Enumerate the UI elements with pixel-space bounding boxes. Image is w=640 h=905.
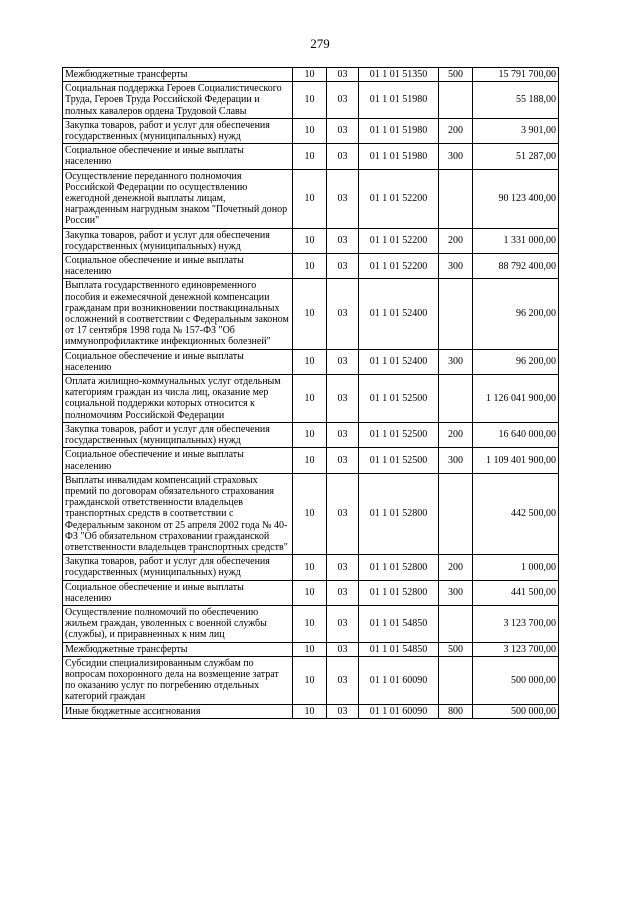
- table-row: [63, 82, 559, 119]
- table-body: [63, 68, 559, 719]
- row-name: Социальное обеспечение и иные выплаты населению: [63, 349, 293, 374]
- row-subsection: 03: [327, 656, 359, 704]
- row-target-code: 01 1 01 52500: [359, 448, 439, 473]
- row-name: Осуществление полномочий по обеспечению жильем граждан, уволенных с военной службы (службы), и приравненных к ним лиц: [63, 605, 293, 642]
- table-row: [63, 228, 559, 253]
- table-row: [63, 605, 559, 642]
- row-name: Закупка товаров, работ и услуг для обеспечения государственных (муниципальных) нужд: [63, 555, 293, 580]
- table-row: [63, 169, 559, 228]
- row-target-code: 01 1 01 52400: [359, 349, 439, 374]
- row-name: Выплата государственного единовременного пособия и ежемесячной денежной компенсации гражданам при возникновении поствакцинальных осложнений в соответствии с Федеральным законом от 17 сентября 1998 года № 157-ФЗ "Об иммунопрофилактике инфекционных болезней": [63, 279, 293, 349]
- row-section: 10: [293, 473, 327, 554]
- row-section: 10: [293, 349, 327, 374]
- row-section: 10: [293, 144, 327, 169]
- row-subsection: 03: [327, 580, 359, 605]
- table-row: [63, 448, 559, 473]
- row-target-code: 01 1 01 52400: [359, 279, 439, 349]
- row-section: 10: [293, 375, 327, 423]
- row-section: 10: [293, 704, 327, 718]
- row-expense-type: [439, 375, 473, 423]
- row-expense-type: 200: [439, 118, 473, 143]
- row-amount: 96 200,00: [473, 279, 559, 349]
- row-expense-type: [439, 605, 473, 642]
- row-name: Социальное обеспечение и иные выплаты населению: [63, 254, 293, 279]
- row-name: Социальное обеспечение и иные выплаты населению: [63, 448, 293, 473]
- row-target-code: 01 1 01 51980: [359, 118, 439, 143]
- row-amount: 15 791 700,00: [473, 68, 559, 82]
- row-name: Закупка товаров, работ и услуг для обеспечения государственных (муниципальных) нужд: [63, 422, 293, 447]
- row-name: Субсидии специализированным службам по вопросам похоронного дела на возмещение затрат по оказанию услуг по погребению отдельных категорий граждан: [63, 656, 293, 704]
- row-target-code: 01 1 01 52500: [359, 422, 439, 447]
- row-subsection: 03: [327, 228, 359, 253]
- row-target-code: 01 1 01 52800: [359, 580, 439, 605]
- row-section: 10: [293, 254, 327, 279]
- row-name: Социальное обеспечение и иные выплаты населению: [63, 144, 293, 169]
- row-name: Закупка товаров, работ и услуг для обеспечения государственных (муниципальных) нужд: [63, 228, 293, 253]
- row-subsection: 03: [327, 704, 359, 718]
- row-subsection: 03: [327, 254, 359, 279]
- row-subsection: 03: [327, 448, 359, 473]
- row-amount: 442 500,00: [473, 473, 559, 554]
- row-subsection: 03: [327, 118, 359, 143]
- row-target-code: 01 1 01 52500: [359, 375, 439, 423]
- row-subsection: 03: [327, 422, 359, 447]
- row-amount: 3 901,00: [473, 118, 559, 143]
- row-name: Социальное обеспечение и иные выплаты населению: [63, 580, 293, 605]
- page-number: 279: [310, 36, 330, 51]
- row-expense-type: 300: [439, 144, 473, 169]
- row-section: 10: [293, 82, 327, 119]
- row-name: Закупка товаров, работ и услуг для обеспечения государственных (муниципальных) нужд: [63, 118, 293, 143]
- table-row: [63, 473, 559, 554]
- row-subsection: 03: [327, 279, 359, 349]
- row-amount: 1 000,00: [473, 555, 559, 580]
- row-subsection: 03: [327, 555, 359, 580]
- table-row: [63, 144, 559, 169]
- row-subsection: 03: [327, 375, 359, 423]
- row-amount: 500 000,00: [473, 704, 559, 718]
- table-row: [63, 704, 559, 718]
- row-section: 10: [293, 68, 327, 82]
- row-target-code: 01 1 01 52800: [359, 555, 439, 580]
- row-name: Оплата жилищно-коммунальных услуг отдельным категориям граждан из числа лиц, оказание мер социальной поддержки которых относится к полномочиям Российской Федерации: [63, 375, 293, 423]
- row-name: Иные бюджетные ассигнования: [63, 704, 293, 718]
- row-expense-type: [439, 473, 473, 554]
- row-amount: 96 200,00: [473, 349, 559, 374]
- table-row: [63, 422, 559, 447]
- row-target-code: 01 1 01 60090: [359, 656, 439, 704]
- row-expense-type: [439, 169, 473, 228]
- row-section: 10: [293, 605, 327, 642]
- row-target-code: 01 1 01 54850: [359, 642, 439, 656]
- row-amount: 88 792 400,00: [473, 254, 559, 279]
- row-amount: 51 287,00: [473, 144, 559, 169]
- table-row: [63, 555, 559, 580]
- row-expense-type: 300: [439, 448, 473, 473]
- row-subsection: 03: [327, 642, 359, 656]
- row-target-code: 01 1 01 60090: [359, 704, 439, 718]
- row-name: Социальная поддержка Героев Социалистического Труда, Героев Труда Российской Федерации и полных кавалеров ордена Трудовой Славы: [63, 82, 293, 119]
- row-amount: 441 500,00: [473, 580, 559, 605]
- row-target-code: 01 1 01 52200: [359, 169, 439, 228]
- row-amount: 1 109 401 900,00: [473, 448, 559, 473]
- row-name: Выплаты инвалидам компенсаций страховых премий по договорам обязательного страхования гражданской ответственности владельцев транспортных средств в соответствии с Федеральным законом от 25 апреля 2002 года № 40-ФЗ "Об обязательном страховании гражданской ответственности владельцев транспортных средств": [63, 473, 293, 554]
- row-section: 10: [293, 279, 327, 349]
- row-section: 10: [293, 656, 327, 704]
- row-section: 10: [293, 169, 327, 228]
- row-section: 10: [293, 642, 327, 656]
- row-target-code: 01 1 01 51980: [359, 82, 439, 119]
- row-expense-type: 200: [439, 555, 473, 580]
- table-row: [63, 580, 559, 605]
- table-row: [63, 375, 559, 423]
- table-row: [63, 349, 559, 374]
- row-amount: 55 188,00: [473, 82, 559, 119]
- row-amount: 1 126 041 900,00: [473, 375, 559, 423]
- row-expense-type: [439, 656, 473, 704]
- budget-table: [62, 67, 559, 719]
- row-target-code: 01 1 01 52200: [359, 254, 439, 279]
- row-amount: 500 000,00: [473, 656, 559, 704]
- row-expense-type: [439, 279, 473, 349]
- table-row: [63, 642, 559, 656]
- row-subsection: 03: [327, 169, 359, 228]
- row-subsection: 03: [327, 605, 359, 642]
- row-expense-type: 200: [439, 422, 473, 447]
- row-section: 10: [293, 448, 327, 473]
- row-amount: 16 640 000,00: [473, 422, 559, 447]
- row-section: 10: [293, 118, 327, 143]
- row-subsection: 03: [327, 82, 359, 119]
- table-row: [63, 254, 559, 279]
- row-amount: 1 331 000,00: [473, 228, 559, 253]
- row-target-code: 01 1 01 52800: [359, 473, 439, 554]
- row-expense-type: 500: [439, 68, 473, 82]
- row-expense-type: [439, 82, 473, 119]
- row-subsection: 03: [327, 68, 359, 82]
- row-name: Межбюджетные трансферты: [63, 642, 293, 656]
- table-row: [63, 68, 559, 82]
- row-expense-type: 800: [439, 704, 473, 718]
- row-amount: 3 123 700,00: [473, 642, 559, 656]
- row-amount: 90 123 400,00: [473, 169, 559, 228]
- row-name: Осуществление переданного полномочия Российской Федерации по осуществлению ежегодной денежной выплаты лицам, награжденным нагрудным знаком "Почетный донор России": [63, 169, 293, 228]
- row-subsection: 03: [327, 144, 359, 169]
- row-target-code: 01 1 01 51980: [359, 144, 439, 169]
- row-target-code: 01 1 01 51350: [359, 68, 439, 82]
- table-row: [63, 118, 559, 143]
- row-subsection: 03: [327, 473, 359, 554]
- row-expense-type: 200: [439, 228, 473, 253]
- row-amount: 3 123 700,00: [473, 605, 559, 642]
- row-name: Межбюджетные трансферты: [63, 68, 293, 82]
- row-target-code: 01 1 01 52200: [359, 228, 439, 253]
- table-row: [63, 279, 559, 349]
- row-expense-type: 300: [439, 254, 473, 279]
- row-section: 10: [293, 580, 327, 605]
- row-expense-type: 300: [439, 349, 473, 374]
- row-section: 10: [293, 228, 327, 253]
- row-subsection: 03: [327, 349, 359, 374]
- row-section: 10: [293, 422, 327, 447]
- row-section: 10: [293, 555, 327, 580]
- row-expense-type: 300: [439, 580, 473, 605]
- row-expense-type: 500: [439, 642, 473, 656]
- row-target-code: 01 1 01 54850: [359, 605, 439, 642]
- table-row: [63, 656, 559, 704]
